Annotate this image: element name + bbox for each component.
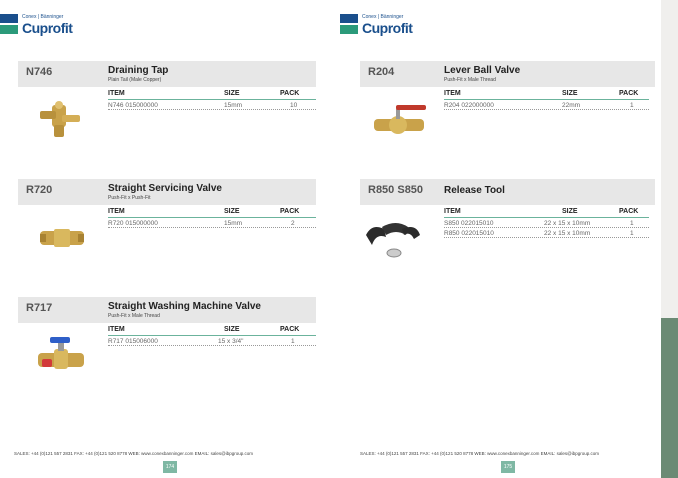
product-header — [18, 297, 316, 323]
footer-contact: SALES: +44 (0)121 557 2831 FAX: +44 (0)121 520 8778 WEB: www.conexbanninger.com EMAIL: sales@ibpgroup.com — [14, 451, 253, 456]
product-table — [108, 207, 316, 228]
logo-mark-icon — [340, 14, 358, 34]
product-header — [18, 61, 316, 87]
table-row: R720 015000000 15mm 2 — [108, 218, 316, 228]
table-header: ITEM SIZE PACK — [444, 207, 649, 218]
table-row: R717 015006000 15 x 3/4" 1 — [108, 336, 316, 346]
product-table — [108, 325, 316, 346]
table-header: ITEM SIZE PACK — [108, 325, 316, 336]
product-table — [444, 89, 649, 110]
lever-ball-valve-image — [370, 95, 430, 141]
product-title: Draining Tap — [108, 65, 169, 76]
side-green-band — [661, 318, 678, 478]
product-header — [360, 61, 655, 87]
left-page — [0, 0, 330, 478]
brand-name: Cuprofit — [22, 20, 73, 36]
product-subtitle: Plain Tail (Male Copper) — [108, 77, 162, 83]
product-code: R850 S850 — [368, 184, 424, 196]
brand-logo — [340, 14, 412, 35]
product-code: N746 — [26, 66, 53, 78]
product-header — [360, 179, 655, 205]
release-tool-image — [362, 215, 422, 261]
table-row: S850 022015010 22 x 15 x 10mm 1 — [444, 218, 649, 228]
product-title: Straight Servicing Valve — [108, 183, 222, 194]
page-number: 175 — [501, 461, 515, 473]
table-header: ITEM SIZE PACK — [108, 89, 316, 100]
product-subtitle: Push-Fit x Male Thread — [444, 77, 496, 83]
product-subtitle: Push-Fit x Male Thread — [108, 313, 160, 319]
table-row: R204 022000000 22mm 1 — [444, 100, 649, 110]
product-title: Lever Ball Valve — [444, 65, 521, 76]
brand-sub: Conex | Bänninger — [362, 14, 404, 20]
product-header — [18, 179, 316, 205]
product-subtitle: Push-Fit x Push-Fit — [108, 195, 151, 201]
product-table — [444, 207, 649, 238]
product-title: Release Tool — [444, 185, 505, 196]
table-row: R850 022015010 22 x 15 x 10mm 1 — [444, 228, 649, 238]
table-row: N746 015000000 15mm 10 — [108, 100, 316, 110]
page-number: 174 — [163, 461, 177, 473]
table-header: ITEM SIZE PACK — [108, 207, 316, 218]
product-code: R204 — [368, 66, 395, 78]
product-table — [108, 89, 316, 110]
logo-mark-icon — [0, 14, 18, 34]
brand-name: Cuprofit — [362, 20, 413, 36]
brand-sub: Conex | Bänninger — [22, 14, 64, 20]
product-code: R720 — [26, 184, 53, 196]
table-header: ITEM SIZE PACK — [444, 89, 649, 100]
side-strip — [661, 0, 678, 478]
brand-logo — [0, 14, 72, 35]
footer-contact: SALES: +44 (0)121 557 2831 FAX: +44 (0)121 520 8778 WEB: www.conexbanninger.com EMAIL: sales@ibpgroup.com — [360, 451, 599, 456]
right-page — [340, 0, 660, 478]
washing-machine-valve-image — [32, 331, 92, 377]
product-code: R717 — [26, 302, 53, 314]
draining-tap-image — [32, 95, 92, 141]
product-title: Straight Washing Machine Valve — [108, 301, 261, 312]
servicing-valve-image — [32, 213, 92, 259]
